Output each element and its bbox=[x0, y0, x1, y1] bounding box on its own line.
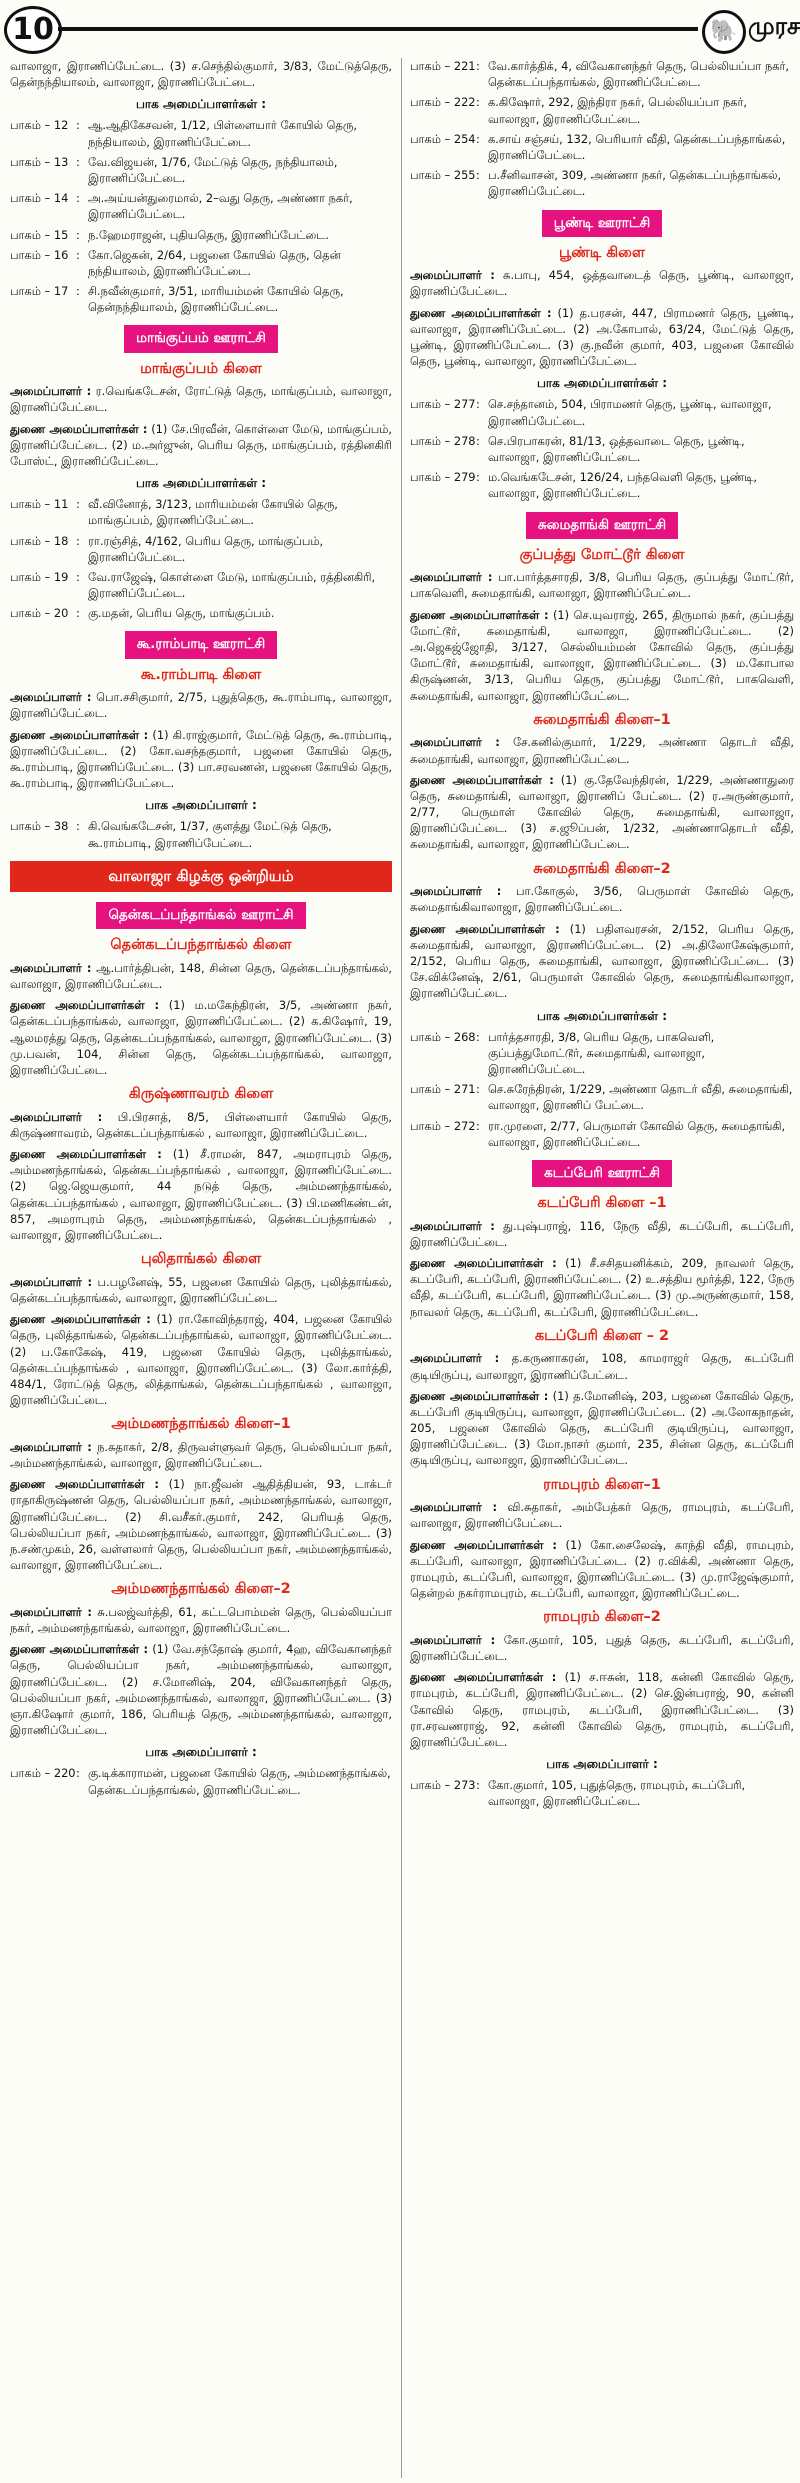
booth-number: பாகம் – 278 bbox=[410, 433, 476, 448]
role-label: துணை அமைப்பாளர்கள் : bbox=[410, 305, 552, 320]
panchayat-heading-label: பூண்டி ஊராட்சி bbox=[542, 210, 662, 237]
booth-details: க.கிஷோர், 292, இந்திரா நகர், பெல்லியப்பா நகர், வாலாஜா, இராணிப்பேட்டை. bbox=[488, 95, 748, 126]
panchayat-heading bbox=[10, 325, 392, 352]
entry-paragraph bbox=[410, 772, 794, 853]
panchayat-heading-label: கடப்பேரி ஊராட்சி bbox=[532, 1160, 672, 1187]
booth-row bbox=[10, 1765, 392, 1797]
booth-details: செ.பிரபாகரன், 81/13, ஒத்தவாடை தெரு, பூண்டி, வாலாஜா, இராணிப்பேட்டை. bbox=[488, 433, 745, 464]
entry-text: சு.பலஜ்வர்த்தி, 61, கட்டபொம்மன் தெரு, பெல்லியப்பா நகர், அம்மணந்தாங்கல், வாலாஜா, இராணிப்பேட்டை. bbox=[10, 1604, 392, 1636]
entry-text: (1) சீ.ராமன், 847, அமராபுரம் தெரு, அம்மணந்தாங்கல், தென்கடப்பந்தாங்கல் , வாலாஜா, இராணிப்பேட்டை. (2) ஜெ.ஜெயகுமார், 44 நடுத் தெரு, அம்மணந்தாங்கல், தென்கடப்பந்தாங்கல் , வாலாஜா, இராணிப்பேட்டை. (3) பி.மணிகண்டன், 857, அமராபுரம் தெரு, அம்மணந்தாங்கல், தென்கடப்பந்தாங்கல் , வாலாஜா, இராணிப்பேட்டை. bbox=[10, 1147, 392, 1242]
booth-colon: : bbox=[476, 95, 480, 110]
booth-colon: : bbox=[476, 1029, 480, 1044]
entry-paragraph bbox=[10, 58, 392, 90]
entry-text: ப.பழனேஷ், 55, பஜனை கோயில் தெரு, புலித்தாங்கல், தென்கடப்பந்தாங்கல், வாலாஜா, இராணிப்பேட்டை. bbox=[10, 1274, 392, 1305]
entry-text: (1) வே.சந்தோஷ் குமார், 4ஹ, விவேகானந்தர் தெரு, பெல்லியப்பா நகர், அம்மணந்தாங்கல், வாலாஜா, இராணிப்பேட்டை. (2) ச.மோனிஷ், 204, விவேகானந்தர் தெரு, பெல்லியப்பா நகர், அம்மணந்தாங்கல், வாலாஜா, இராணிப்பேட்டை. (3) ஞா.கிஷோர் குமார், 186, பெரியத் தெரு, அம்மணந்தாங்கல், வாலாஜா, இராணிப்பேட்டை. bbox=[10, 1642, 392, 1738]
booth-colon: : bbox=[76, 1766, 80, 1781]
entry-paragraph bbox=[410, 1499, 794, 1531]
entry-text: (1) கி.ராஜ்குமார், மேட்டுத் தெரு, கூ.ராம்பாடி, இராணிப்பேட்டை. (2) கோ.வசந்தகுமார், பஜனை கோயில் தெரு, கூ.ராம்பாடி, இராணிப்பேட்டை. (3) பா.சரவணன், பஜனை கோயில் தெரு, கூ.ராம்பாடி, இராணிப்பேட்டை. bbox=[10, 727, 392, 791]
role-label: அமைப்பாளர் : bbox=[410, 1351, 500, 1366]
booth-details: ரா.முரளை, 2/77, பெருமாள் கோவில் தெரு, சுமைதாங்கி, வாலாஜா, இராணிப்பேட்டை. bbox=[488, 1118, 786, 1149]
role-label: அமைப்பாளர் : bbox=[410, 884, 502, 899]
entry-text: (1) நா.ஜீவன் ஆதித்தியன், 93, டாக்டர் ராதாகிருஷ்ணன் தெரு, பெல்லியப்பா நகர், அம்மணந்தாங்கல், வாலாஜா, இராணிப்பேட்டை. (2) சி.வசீகர்.குமார், 242, பெரியத் தெரு, பெல்லியப்பா நகர், அம்மணந்தாங்கல், வாலாஜா, இராணிப்பேட்டை. (3) ந.சண்முகம், 26, வள்ளலார் தெரு, பெல்லியப்பா நகர், அம்மணந்தாங்கல், வாலாஜா, இராணிப்பேட்டை. bbox=[10, 1477, 392, 1573]
entry-text: பா.பார்த்தசாரதி, 3/8, பெரிய தெரு, குப்பத்து மோட்டூர், பாகவெளி, சுமைதாங்கி, வாலாஜா, இராணிப்பேட்டை. bbox=[410, 570, 794, 601]
entry-text: (1) ரா.கோவிந்தராஜ், 404, பஜனை கோயில் தெரு, புலித்தாங்கல், தென்கடப்பந்தாங்கல், வாலாஜா, இராணிப்பேட்டை. (2) ப.கோகேஷ், 419, பஜனை கோயில் தெரு, புலித்தாங்கல், தென்கடப்பந்தாங்கல் , வாலாஜா, இராணிப்பேட்டை. (3) லோ.கார்த்தி, 484/1, ரோட்டுத் தெரு, லித்தாங்கல், தென்கடப்பந்தாங்கல் , வாலாஜா, இராணிப்பேட்டை. bbox=[10, 1312, 392, 1408]
entry-paragraph bbox=[10, 1146, 392, 1243]
branch-heading: அம்மணந்தாங்கல் கிளை–1 bbox=[111, 1416, 291, 1433]
entry-paragraph bbox=[410, 1669, 794, 1750]
entry-text: த.கருணாகரன், 108, காமராஜர் தெரு, கடப்பேரி குடியிருப்பு, வாலாஜா, இராணிப்பேட்டை. bbox=[410, 1351, 794, 1382]
role-label: துணை அமைப்பாளர்கள் : bbox=[410, 921, 560, 936]
branch-heading: சுமைதாங்கி கிளை–1 bbox=[533, 711, 671, 728]
role-label: துணை அமைப்பாளர்கள் : bbox=[10, 998, 160, 1013]
header-rule bbox=[58, 27, 698, 31]
entry-paragraph bbox=[410, 1218, 794, 1250]
booth-row bbox=[410, 1777, 794, 1809]
booth-details: வீ.வினோத், 3/123, மாரியம்மன் கோயில் தெரு, மாங்குப்பம், இராணிப்பேட்டை. bbox=[88, 497, 338, 528]
entry-paragraph bbox=[10, 1109, 392, 1141]
booth-colon: : bbox=[476, 470, 480, 485]
booth-number: பாகம் – 222 bbox=[410, 95, 476, 110]
booth-colon: : bbox=[476, 1082, 480, 1097]
booth-details: கோ.ஜெகன், 2/64, பஜனை கோயில் தெரு, தென் நந்தியாலம், இராணிப்பேட்டை. bbox=[88, 247, 341, 278]
subheading: பாக அமைப்பாளர்கள் : bbox=[135, 476, 267, 491]
subheading: பாக அமைப்பாளர்கள் : bbox=[536, 376, 668, 391]
branch-heading: பூண்டி கிளை bbox=[559, 244, 645, 261]
booth-colon: : bbox=[476, 59, 480, 73]
role-label: துணை அமைப்பாளர்கள் : bbox=[10, 1642, 149, 1657]
entry-text: (1) சீ.சசிதயனிக்கம், 209, நாவலர் தெரு, கடப்பேரி, கடப்பேரி, இராணிப்பேட்டை. (2) உ.சத்திய மூர்த்தி, 122, நேரு வீதி, கடப்பேரி, கடப்பேரி, இராணிப்பேட்டை. (3) மு.அருண்குமார், 158, நாவலர் தெரு, கடப்பேரி, கடப்பேரி, இராணிப்பேட்டை. bbox=[410, 1255, 794, 1319]
role-label: துணை அமைப்பாளர்கள் : bbox=[10, 727, 149, 742]
booth-number: பாகம் – 14 bbox=[10, 191, 69, 206]
branch-heading: குப்பத்து மோட்டூர் கிளை bbox=[519, 546, 685, 563]
booth-row bbox=[10, 496, 392, 528]
entry-paragraph bbox=[10, 1439, 392, 1471]
entry-text: ந.சுதாகர், 2/8, திருவள்ளுவர் தெரு, பெல்லியப்பா நகர், அம்மணந்தாங்கல், வாலாஜா, இராணிப்பேட்டை. bbox=[10, 1439, 392, 1471]
booth-colon: : bbox=[476, 397, 480, 412]
booth-details: வே.கார்த்திக், 4, விவேகானந்தர் தெரு, பெல்லியப்பா நகர், தென்கடப்பந்தாங்கல், இராணிப்பேட்டை. bbox=[488, 59, 790, 90]
role-label: துணை அமைப்பாளர்கள் : bbox=[410, 1255, 557, 1270]
booth-number: பாகம் – 11 bbox=[10, 497, 69, 512]
role-label: அமைப்பாளர் : bbox=[410, 1500, 498, 1515]
booth-details: சி.நவீன்குமார், 3/51, மாரியம்மன் கோயில் தெரு, தென்நந்தியாலம், இராணிப்பேட்டை. bbox=[88, 284, 344, 315]
branch-heading: கூ.ராம்பாடி கிளை bbox=[140, 666, 262, 683]
left-column bbox=[10, 58, 392, 2478]
entry-text: வி.சுதாகர், அம்பேத்கர் தெரு, ராமபுரம், கடப்பேரி, வாலாஜா, இராணிப்பேட்டை. bbox=[410, 1500, 794, 1531]
role-label: துணை அமைப்பாளர்கள் : bbox=[410, 1388, 549, 1403]
role-label: அமைப்பாளர் : bbox=[410, 268, 495, 283]
booth-colon: : bbox=[76, 819, 80, 834]
panchayat-heading-label: தென்கடப்பந்தாங்கல் ஊராட்சி bbox=[96, 902, 305, 929]
entry-text: (1) சே.பிரவீன், கொள்ளை மேடு, மாங்குப்பம், இராணிப்பேட்டை. (2) ம.அர்ஜுன், பெரிய தெரு, மாங்குப்பம், ரத்தினகிரி போஸ்ட், இராணிப்பேட்டை. bbox=[10, 421, 392, 468]
booth-number: பாகம் – 220 bbox=[10, 1766, 76, 1781]
entry-text: (1) ச.ஈசுன், 118, கன்னி கோவில் தெரு, ராமபுரம், கடப்பேரி, இராணிப்பேட்டை. (2) செ.இன்பராஜ், 90, கன்னி கோவில் தெரு, ராமபுரம், கடப்பேரி, இராணிப்பேட்டை. (3) ரா.சரவணராஜ், 92, கன்னி கோவில் தெரு, ராமபுரம், கடப்பேரி, இராணிப்பேட்டை. bbox=[410, 1670, 794, 1750]
role-label: அமைப்பாளர் : bbox=[10, 1439, 92, 1454]
booth-row bbox=[410, 131, 794, 163]
booth-details: கி.வெங்கடேசன், 1/37, குளத்து மேட்டுத் தெரு, கூ.ராம்பாடி, இராணிப்பேட்டை. bbox=[88, 819, 332, 850]
brand-name: முரச bbox=[748, 12, 800, 40]
entry-text: பா.கோகுல், 3/56, பெருமாள் கோவில் தெரு, சுமைதாங்கிவாலாஜா, இராணிப்பேட்டை. bbox=[410, 884, 794, 915]
booth-number: பாகம் – 279 bbox=[410, 470, 476, 485]
entry-text: வாலாஜா, இராணிப்பேட்டை. (3) ச.செந்தில்குமார், 3/83, மேட்டுத்தெரு, தென்நந்தியாலம், வாலாஜா, இராணிப்பேட்டை. bbox=[10, 59, 392, 90]
role-label: துணை அமைப்பாளர்கள் : bbox=[10, 1147, 162, 1162]
panchayat-heading-label: மாங்குப்பம் ஊராட்சி bbox=[124, 325, 278, 352]
branch-heading: புலிதாங்கல் கிளை bbox=[140, 1251, 262, 1268]
role-label: அமைப்பாளர் : bbox=[410, 735, 500, 750]
booth-row bbox=[10, 247, 392, 279]
role-label: அமைப்பாளர் : bbox=[10, 1274, 93, 1289]
booth-row bbox=[10, 117, 392, 149]
subheading: பாக அமைப்பாளர் : bbox=[546, 1757, 658, 1772]
entry-paragraph bbox=[410, 734, 794, 766]
panchayat-heading bbox=[410, 210, 794, 237]
role-label: துணை அமைப்பாளர்கள் : bbox=[410, 1670, 557, 1685]
entry-paragraph bbox=[410, 1255, 794, 1320]
booth-row bbox=[10, 283, 392, 315]
entry-paragraph bbox=[10, 1476, 392, 1573]
booth-number: பாகம் – 16 bbox=[10, 247, 69, 262]
column-divider bbox=[401, 58, 402, 2478]
booth-row bbox=[10, 605, 392, 621]
booth-row bbox=[10, 818, 392, 850]
entry-text: (1) த.மோனிஷ், 203, பஜனை கோவில் தெரு, கடப்பேரி குடியிருப்பு, வாலாஜா, இராணிப்பேட்டை. (2) அ.லோகநாதன், 205, பஜனை கோவில் தெரு, கடப்பேரி குடியிருப்பு, வாலாஜா, இராணிப்பேட்டை. (3) மோ.நாசர் குமார், 235, சின்ன தெரு, கடப்பேரி குடியிருப்பு, வாலாஜா, இராணிப்பேட்டை. bbox=[410, 1388, 794, 1468]
booth-number: பாகம் – 268 bbox=[410, 1029, 476, 1044]
booth-number: பாகம் – 273 bbox=[410, 1778, 476, 1793]
booth-row bbox=[10, 227, 392, 243]
entry-text: (1) பதிளவரசன், 2/152, பெரிய தெரு, சுமைதாங்கி, வாலாஜா, இராணிப்பேட்டை. (2) அ.திலோகேஷ்குமார், 2/152, பெரிய தெரு, சுமைதாங்கி, வாலாஜா, இராணிப்பேட்டை. (3) சே.விக்னேஷ், 2/61, பெருமாள் கோவில் தெரு, சுமைதாங்கிவாலாஜா, இராணிப்பேட்டை. bbox=[410, 921, 794, 1001]
booth-details: செ.சந்தானம், 504, பிராமணர் தெரு, பூண்டி, வாலாஜா, இராணிப்பேட்டை. bbox=[488, 397, 772, 428]
panchayat-heading bbox=[10, 902, 392, 929]
booth-row bbox=[410, 1081, 794, 1113]
page-number: 10 bbox=[4, 6, 62, 54]
booth-details: கு.மதன், பெரிய தெரு, மாங்குப்பம். bbox=[88, 606, 275, 621]
booth-colon: : bbox=[76, 533, 80, 548]
booth-colon: : bbox=[76, 227, 80, 242]
booth-colon: : bbox=[76, 247, 80, 262]
role-label: அமைப்பாளர் : bbox=[10, 1604, 92, 1619]
booth-number: பாகம் – 15 bbox=[10, 227, 69, 242]
booth-details: ரா.ரஞ்சித், 4/162, பெரிய தெரு, மாங்குப்பம், இராணிப்பேட்டை. bbox=[88, 533, 324, 564]
booth-number: பாகம் – 277 bbox=[410, 397, 476, 412]
booth-colon: : bbox=[476, 168, 480, 183]
entry-text: சு.பாபு, 454, ஒத்தவாடைத் தெரு, பூண்டி, வாலாஜா, இராணிப்பேட்டை. bbox=[410, 268, 794, 299]
entry-text: ர.வெங்கடேசன், ரோட்டுத் தெரு, மாங்குப்பம், வாலாஜா, இராணிப்பேட்டை. bbox=[10, 384, 392, 415]
booth-number: பாகம் – 19 bbox=[10, 569, 69, 584]
role-label: துணை அமைப்பாளர்கள் : bbox=[10, 1312, 151, 1327]
entry-paragraph bbox=[410, 1537, 794, 1602]
entry-paragraph bbox=[10, 1311, 392, 1408]
booth-row bbox=[410, 433, 794, 465]
entry-paragraph bbox=[10, 383, 392, 415]
entry-paragraph bbox=[10, 1274, 392, 1306]
union-heading: வாலாஜா கிழக்கு ஒன்றியம் bbox=[10, 861, 392, 892]
booth-number: பாகம் – 20 bbox=[10, 606, 69, 621]
branch-heading: கடப்பேரி கிளை – 2 bbox=[534, 1327, 670, 1344]
booth-details: அ.அய்யன்துரைமால், 2–வது தெரு, அண்ணா நகர், இராணிப்பேட்டை. bbox=[88, 191, 353, 222]
entry-text: (1) த.பரசன், 447, பிராமணர் தெரு, பூண்டி, வாலாஜா, இராணிப்பேட்டை. (2) அ.கோபால், 63/24, மேட்டுத் தெரு, பூண்டி, இராணிப்பேட்டை. (3) கு.நவீன் குமார், 403, பஜனை கோவில் தெரு, பூண்டி, வாலாஜா, இராணிப்பேட்டை. bbox=[410, 305, 794, 369]
role-label: துணை அமைப்பாளர்கள் : bbox=[410, 607, 549, 622]
role-label: அமைப்பாளர் : bbox=[410, 1632, 496, 1647]
booth-details: ப.சீனிவாசன், 309, அண்ணா நகர், தென்கடப்பந்தாங்கல், இராணிப்பேட்டை. bbox=[488, 168, 782, 199]
booth-number: பாகம் – 221 bbox=[410, 59, 476, 73]
entry-text: பொ.சசிகுமார், 2/75, புதுத்தெரு, கூ.ராம்பாடி, வாலாஜா, இராணிப்பேட்டை. bbox=[10, 690, 392, 721]
booth-row bbox=[10, 190, 392, 222]
entry-text: ஆ.பார்த்திபன், 148, சின்ன தெரு, தென்கடப்பந்தாங்கல், வாலாஜா, இராணிப்பேட்டை. bbox=[10, 960, 392, 991]
elephant-logo-icon: 🐘 bbox=[702, 10, 746, 54]
panchayat-heading bbox=[410, 512, 794, 539]
booth-row bbox=[410, 396, 794, 428]
role-label: துணை அமைப்பாளர்கள் : bbox=[10, 421, 148, 436]
booth-number: பாகம் – 18 bbox=[10, 533, 69, 548]
entry-paragraph bbox=[10, 689, 392, 721]
entry-text: பி.பிரசாத், 8/5, பிள்ளையார் கோயில் தெரு, கிருஷ்ணாவரம், தென்கடப்பந்தாங்கல் , வாலாஜா, இராணிப்பேட்டை. bbox=[10, 1109, 392, 1140]
booth-details: வே.ராஜேஷ், கொள்ளை மேடு, மாங்குப்பம், ரத்தினகிரி, இராணிப்பேட்டை. bbox=[88, 569, 376, 601]
panchayat-heading-label: சுமைதாங்கி ஊராட்சி bbox=[526, 512, 678, 539]
entry-text: (1) கோ.சைலேஷ், காந்தி வீதி, ராமபுரம், கடப்பேரி, வாலாஜா, இராணிப்பேட்டை. (2) ர.விக்கி, அண்ணா தெரு, ராமபுரம், கடப்பேரி, வாலாஜா, இராணிப்பேட்டை. (3) மு.ராஜேஷ்குமார், தென்றல் நகர்ராமபுரம், கடப்பேரி, வாலாஜா, இராணிப்பேட்டை. bbox=[410, 1537, 794, 1601]
branch-heading: ராமபுரம் கிளை–1 bbox=[543, 1476, 661, 1493]
subheading: பாக அமைப்பாளர் : bbox=[145, 1745, 257, 1760]
entry-text: (1) செ.யுவராஜ், 265, திருமால் நகர், குப்பத்து மோட்டூர், சுமைதாங்கி, வாலாஜா, இராணிப்பேட்டை. (2) அ.ஜெகஜ்ஜோதி, 3/127, செல்லியம்மன் கோவில் தெரு, குப்பத்து மோட்டூர், சுமைதாங்கி, வாலாஜா, இராணிப்பேட்டை. (3) ம.கோபால கிருஷ்ணன், 3/13, பெரிய தெரு, குப்பத்து மோட்டூர், பாகவெளி, சுமைதாங்கி, வாலாஜா, இராணிப்பேட்டை. bbox=[410, 607, 794, 703]
booth-row bbox=[10, 154, 392, 186]
entry-paragraph bbox=[10, 727, 392, 792]
entry-text: சே.கனில்குமார், 1/229, அண்ணா தொடர் வீதி, சுமைதாங்கி, வாலாஜா, இராணிப்பேட்டை. bbox=[410, 735, 794, 766]
booth-details: கோ.குமார், 105, புதுத்தெரு, ராமபுரம், கடப்பேரி, வாலாஜா, இராணிப்பேட்டை. bbox=[488, 1778, 746, 1809]
branch-heading: மாங்குப்பம் கிளை bbox=[140, 360, 262, 377]
entry-paragraph bbox=[10, 1604, 392, 1636]
role-label: அமைப்பாளர் : bbox=[410, 1218, 495, 1233]
booth-row bbox=[10, 569, 392, 601]
booth-number: பாகம் – 272 bbox=[410, 1118, 476, 1133]
role-label: அமைப்பாளர் : bbox=[10, 1109, 103, 1124]
branch-heading: ராமபுரம் கிளை–2 bbox=[543, 1609, 661, 1626]
booth-details: க.சாய் சஞ்சய், 132, பெரியார் வீதி, தென்கடப்பந்தாங்கல், இராணிப்பேட்டை. bbox=[488, 131, 786, 162]
booth-colon: : bbox=[76, 569, 80, 584]
booth-row bbox=[410, 1029, 794, 1078]
entry-paragraph bbox=[410, 305, 794, 370]
panchayat-heading bbox=[410, 1160, 794, 1187]
booth-colon: : bbox=[476, 131, 480, 146]
booth-details: ஆ.ஆதிகேசவன், 1/12, பிள்ளையார் கோயில் தெரு, நந்தியாலம், இராணிப்பேட்டை. bbox=[88, 118, 358, 149]
booth-colon: : bbox=[476, 1778, 480, 1793]
booth-row bbox=[410, 469, 794, 501]
role-label: துணை அமைப்பாளர்கள் : bbox=[10, 1477, 159, 1492]
branch-heading: தென்கடப்பந்தாங்கல் கிளை bbox=[110, 937, 292, 954]
booth-colon: : bbox=[76, 154, 80, 169]
page-header bbox=[0, 0, 800, 56]
entry-paragraph bbox=[10, 997, 392, 1078]
entry-text: கோ.குமார், 105, புதுத் தெரு, கடப்பேரி, கடப்பேரி, இராணிப்பேட்டை. bbox=[410, 1632, 794, 1664]
booth-colon: : bbox=[76, 606, 80, 621]
booth-number: பாகம் – 271 bbox=[410, 1082, 476, 1097]
booth-details: ம.வெங்கடேசன், 126/24, பந்தவெளி தெரு, பூண்டி, வாலாஜா, இராணிப்பேட்டை. bbox=[488, 470, 757, 501]
entry-paragraph bbox=[410, 569, 794, 601]
entry-paragraph bbox=[410, 1388, 794, 1469]
booth-row bbox=[10, 533, 392, 565]
entry-paragraph bbox=[410, 883, 794, 915]
booth-colon: : bbox=[76, 284, 80, 299]
booth-number: பாகம் – 38 bbox=[10, 819, 69, 834]
entry-paragraph bbox=[410, 1632, 794, 1664]
entry-paragraph bbox=[410, 1350, 794, 1382]
booth-number: பாகம் – 254 bbox=[410, 131, 476, 146]
booth-number: பாகம் – 17 bbox=[10, 284, 69, 299]
role-label: அமைப்பாளர் : bbox=[10, 384, 92, 399]
entry-paragraph bbox=[10, 421, 392, 470]
booth-colon: : bbox=[76, 118, 80, 133]
right-column bbox=[410, 58, 794, 2478]
subheading: பாக அமைப்பாளர் : bbox=[145, 798, 257, 813]
entry-text: (1) கு.தேவேந்திரன், 1/229, அண்ணாதுரை தெரு, சுமைதாங்கி, வாலாஜா, இராணிப் பேட்டை. (2) ர.அருண்குமார், 2/77, பெருமாள் கோவில் தெரு, சுமைதாங்கி, வாலாஜா, இராணிப்பேட்டை. (3) ச.ஜூப்பன், 1/232, அண்ணாதொடர் வீதி, சுமைதாங்கி, வாலாஜா, இராணிப்பேட்டை. bbox=[410, 772, 794, 852]
role-label: அமைப்பாளர் : bbox=[10, 960, 92, 975]
booth-number: பாகம் – 13 bbox=[10, 154, 69, 169]
booth-number: பாகம் – 12 bbox=[10, 118, 69, 133]
role-label: துணை அமைப்பாளர்கள் : bbox=[410, 772, 554, 787]
panchayat-heading-label: கூ.ராம்பாடி ஊராட்சி bbox=[125, 631, 277, 658]
subheading: பாக அமைப்பாளர்கள் : bbox=[536, 1008, 668, 1023]
panchayat-heading bbox=[10, 631, 392, 658]
role-label: துணை அமைப்பாளர்கள் : bbox=[410, 1537, 557, 1552]
branch-heading: அம்மணந்தாங்கல் கிளை–2 bbox=[111, 1581, 291, 1598]
booth-details: வே.விஜயன், 1/76, மேட்டுத் தெரு, நந்தியாலம், இராணிப்பேட்டை. bbox=[88, 154, 338, 185]
booth-details: பார்த்தசாரதி, 3/8, பெரிய தெரு, பாகவெளி, குப்பத்துமோட்டூர், சுமைதாங்கி, வாலாஜா, இராணிப்பேட்டை. bbox=[488, 1029, 715, 1076]
entry-paragraph bbox=[410, 267, 794, 299]
booth-row bbox=[410, 94, 794, 126]
entry-text: து.புஷ்பராஜ், 116, நேரு வீதி, கடப்பேரி, கடப்பேரி, இராணிப்பேட்டை. bbox=[410, 1218, 794, 1249]
booth-number: பாகம் – 255 bbox=[410, 168, 476, 183]
booth-row bbox=[410, 58, 794, 90]
booth-details: செ.சுரேந்திரன், 1/229, அண்ணா தொடர் வீதி, சுமைதாங்கி, வாலாஜா, இராணிப் பேட்டை. bbox=[488, 1082, 793, 1113]
booth-row bbox=[410, 167, 794, 199]
role-label: அமைப்பாளர் : bbox=[10, 690, 92, 705]
booth-details: கு.டிக்காராமன், பஜனை கோயில் தெரு, அம்மணந்தாங்கல், தென்கடப்பந்தாங்கல், இராணிப்பேட்டை. bbox=[88, 1766, 391, 1797]
entry-paragraph bbox=[410, 607, 794, 704]
booth-details: ந.ஹேமராஜன், புதியதெரு, இராணிப்பேட்டை. bbox=[88, 227, 329, 242]
booth-row bbox=[410, 1118, 794, 1150]
branch-heading: சுமைதாங்கி கிளை–2 bbox=[533, 860, 671, 877]
booth-colon: : bbox=[76, 497, 80, 512]
booth-colon: : bbox=[76, 191, 80, 206]
subheading: பாக அமைப்பாளர்கள் : bbox=[135, 97, 267, 112]
entry-paragraph bbox=[10, 1641, 392, 1738]
booth-colon: : bbox=[476, 1118, 480, 1133]
entry-paragraph bbox=[10, 960, 392, 992]
role-label: அமைப்பாளர் : bbox=[410, 570, 493, 585]
branch-heading: கிருஷ்ணாவரம் கிளை bbox=[128, 1086, 274, 1103]
booth-colon: : bbox=[476, 433, 480, 448]
entry-text: (1) ம.மகேந்திரன், 3/5, அண்ணா நகர், தென்கடப்பந்தாங்கல், வாலாஜா, இராணிப்பேட்டை. (2) க.கிஷோர், 19, ஆலமரத்து தெரு, தென்கடப்பந்தாங்கல், வாலாஜா, இராணிப்பேட்டை. (3) மு.பவன், 104, சின்ன தெரு, தென்கடப்பந்தாங்கல், வாலாஜா, இராணிப்பேட்டை. bbox=[10, 998, 392, 1077]
branch-heading: கடப்பேரி கிளை –1 bbox=[537, 1195, 667, 1212]
entry-paragraph bbox=[410, 921, 794, 1002]
